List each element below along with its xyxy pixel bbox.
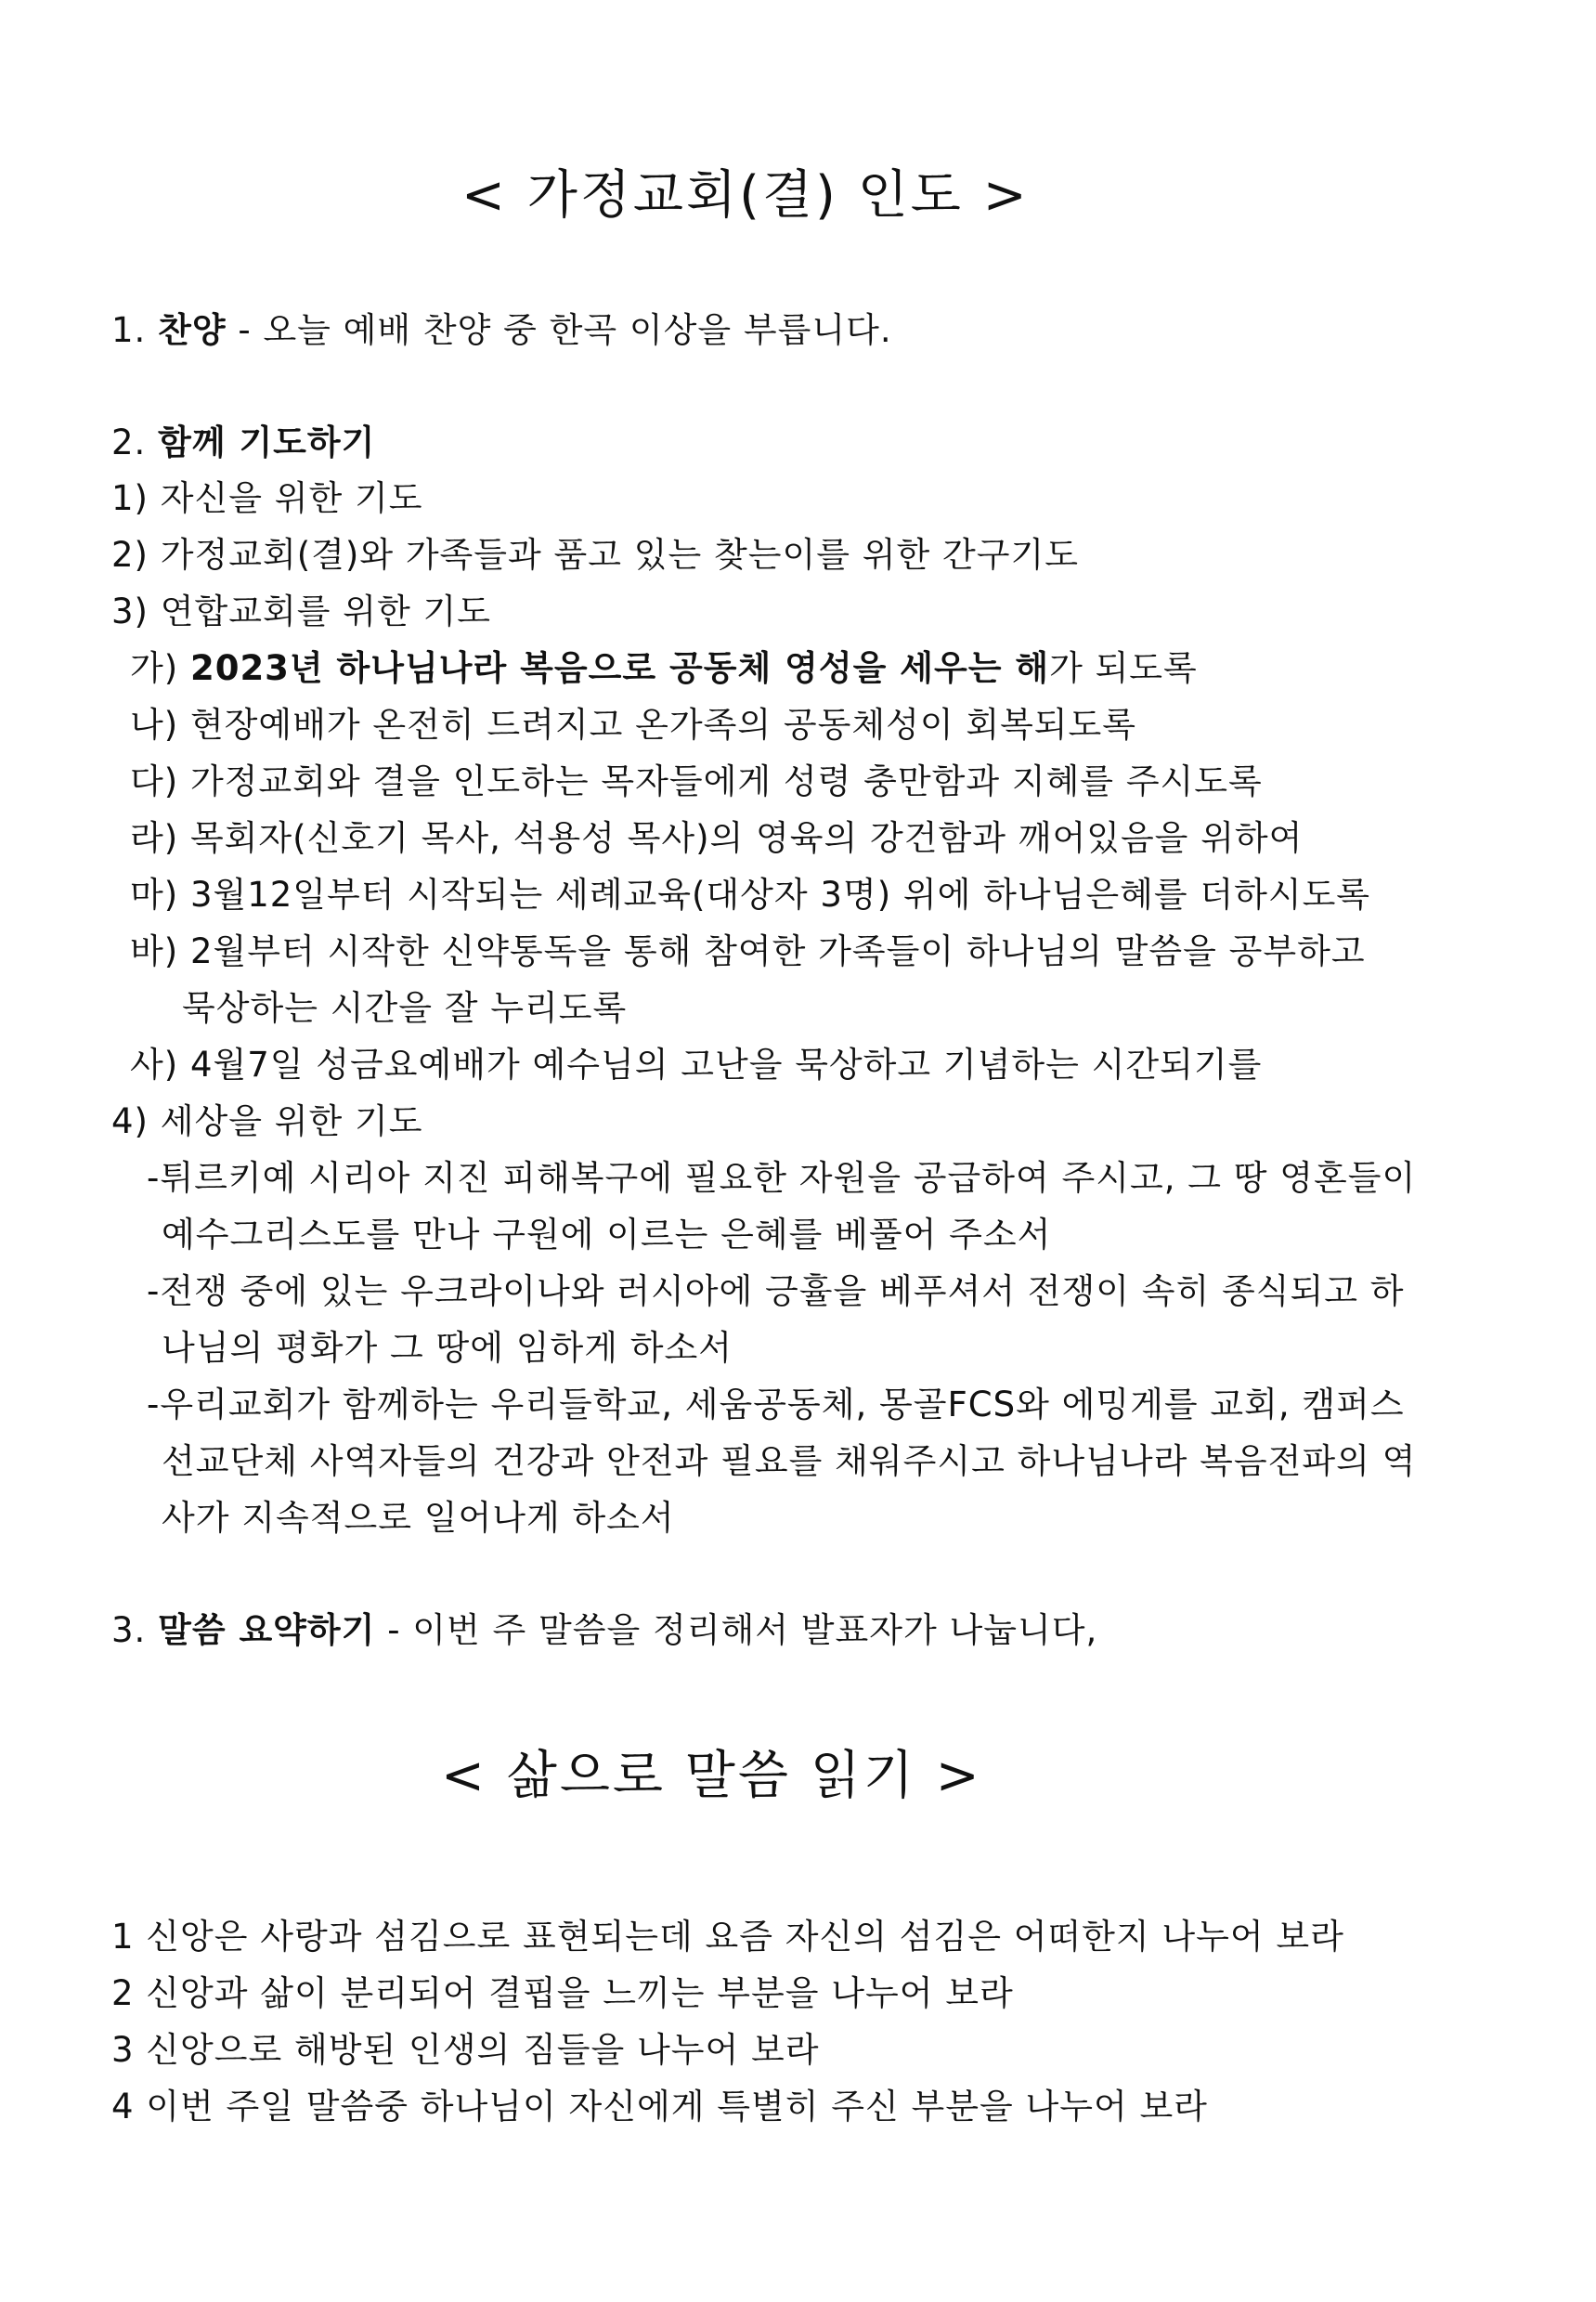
- prayer-subitem: 라) 목회자(신호기 목사, 석용성 목사)의 영육의 강건함과 깨어있음을 위하여: [130, 818, 1304, 858]
- section-label: 함께 기도하기: [158, 423, 376, 462]
- subitem-text: 가 되도록: [1049, 648, 1198, 688]
- reading-question: 3 신앙으로 해방된 인생의 짐들을 나누어 보라: [111, 2030, 820, 2070]
- section-number: 1.: [111, 310, 147, 350]
- section-label: 말씀 요약하기: [158, 1610, 376, 1650]
- prayer-subitem: 마) 3월12일부터 시작되는 세례교육(대상자 3명) 위에 하나님은혜를 더하시도록: [130, 875, 1371, 915]
- reading-title: < 삶으로 말씀 읽기 >: [441, 1746, 982, 1806]
- section-text: - 오늘 예배 찬양 중 한곡 이상을 부릅니다.: [238, 310, 892, 350]
- prayer-subitem: 바) 2월부터 시작한 신약통독을 통해 참여한 가족들이 하나님의 말씀을 공부하고: [130, 931, 1366, 971]
- section-praise: [111, 310, 892, 350]
- section-sermon-summary: [111, 1610, 1098, 1650]
- reading-question: 2 신앙과 삶이 분리되어 결핍을 느끼는 부분을 나누어 보라: [111, 1973, 1014, 2013]
- guide-title: < 가정교회(결) 인도 >: [461, 165, 1030, 226]
- world-prayer-continued: 나님의 평화가 그 땅에 임하게 하소서: [162, 1328, 733, 1368]
- section-label: 찬양: [158, 310, 227, 350]
- section-number: 2.: [111, 423, 147, 462]
- section-number: 3.: [111, 1610, 147, 1650]
- prayer-subitem: 사) 4월7일 성금요예배가 예수님의 고난을 묵상하고 기념하는 시간되기를: [130, 1045, 1263, 1085]
- world-prayer: -튀르키예 시리아 지진 피해복구에 필요한 자원을 공급하여 주시고, 그 땅 영혼들이: [147, 1158, 1417, 1198]
- reading-question: 1 신앙은 사랑과 섬김으로 표현되는데 요즘 자신의 섬김은 어떠한지 나누어 보라: [111, 1917, 1344, 1957]
- section-text: - 이번 주 말씀을 정리해서 발표자가 나눕니다,: [387, 1610, 1098, 1650]
- prayer-item: 1) 자신을 위한 기도: [111, 478, 423, 518]
- world-prayer: -전쟁 중에 있는 우크라이나와 러시아에 긍휼을 베푸셔서 전쟁이 속히 종식되고 하: [147, 1271, 1405, 1311]
- prayer-item: 4) 세상을 위한 기도: [111, 1101, 423, 1141]
- world-prayer-continued: 예수그리스도를 만나 구원에 이르는 은혜를 베풀어 주소서: [162, 1215, 1052, 1255]
- world-prayer-continued: 선교단체 사역자들의 건강과 안전과 필요를 채워주시고 하나님나라 복음전파의 역: [162, 1441, 1417, 1481]
- world-prayer-continued: 사가 지속적으로 일어나게 하소서: [162, 1498, 675, 1538]
- prayer-subitem: 나) 현장예배가 온전히 드려지고 온가족의 공동체성이 회복되도록: [130, 705, 1137, 745]
- prayer-subitem: 다) 가정교회와 결을 인도하는 목자들에게 성령 충만함과 지혜를 주시도록: [130, 761, 1263, 801]
- world-prayer: -우리교회가 함께하는 우리들학교, 세움공동체, 몽골FCS와 에밍게를 교회, 캠퍼스: [147, 1385, 1405, 1424]
- prayer-item: 3) 연합교회를 위한 기도: [111, 592, 491, 631]
- prayer-item: 2) 가정교회(결)와 가족들과 품고 있는 찾는이를 위한 간구기도: [111, 535, 1079, 575]
- subitem-bold-text: 2023년 하나님나라 복음으로 공동체 영성을 세우는 해: [189, 648, 1050, 688]
- section-prayer: [111, 425, 375, 460]
- subitem-marker: 가): [130, 648, 179, 688]
- prayer-subitem: [130, 648, 1198, 688]
- reading-question: 4 이번 주일 말씀중 하나님이 자신에게 특별히 주신 부분을 나누어 보라: [111, 2087, 1208, 2126]
- prayer-subitem-continued: 묵상하는 시간을 잘 누리도록: [182, 988, 628, 1028]
